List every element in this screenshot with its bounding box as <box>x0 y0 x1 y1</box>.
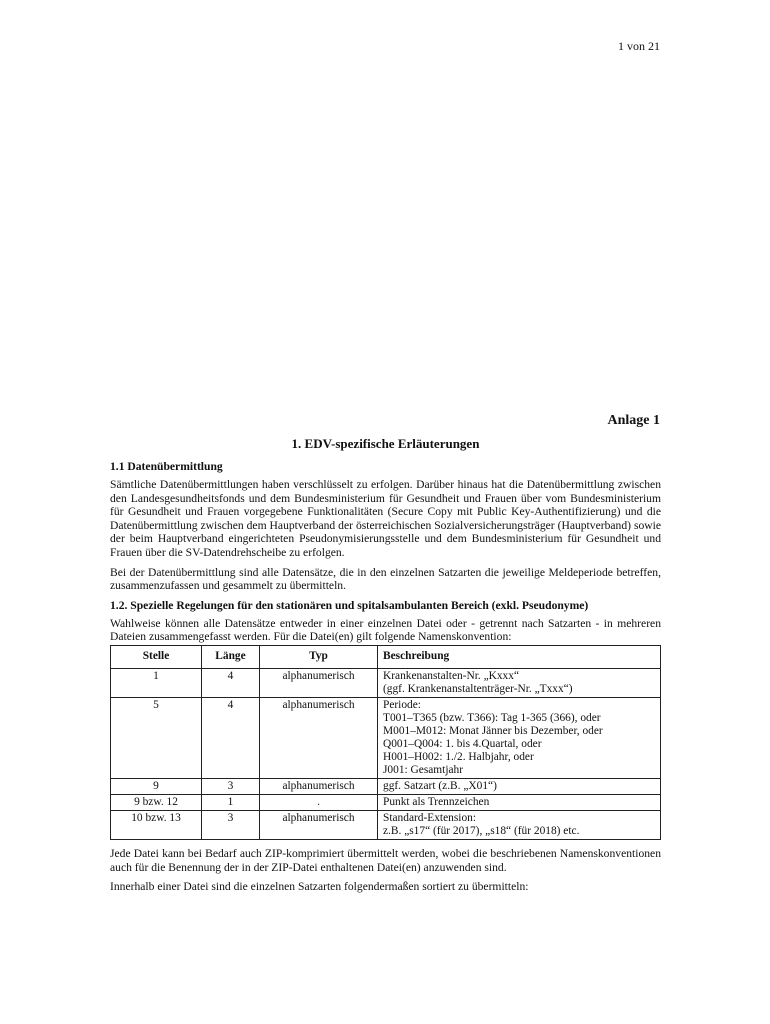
column-header-beschreibung: Beschreibung <box>378 645 661 668</box>
section-1-2-paragraph-1: Wahlweise können alle Datensätze entweder in einer einzelnen Datei oder - getrennt nach Satzarten - in mehreren Dateien zusammengefasst werden. Für die Datei(en) gilt folgende Namenskonvention: <box>110 616 661 644</box>
section-1-2-paragraph-3: Innerhalb einer Datei sind die einzelnen Satzarten folgendermaßen sortiert zu übermitteln: <box>110 880 529 894</box>
section-heading-1-1: 1.1 Datenübermittlung <box>110 460 223 473</box>
cell-laenge: 1 <box>202 794 260 810</box>
column-header-typ: Typ <box>260 645 378 668</box>
description-line: J001: Gesamtjahr <box>383 763 464 776</box>
cell-beschreibung <box>378 697 661 778</box>
cell-typ: alphanumerisch <box>260 668 378 697</box>
cell-typ: alphanumerisch <box>260 810 378 839</box>
page-number: 1 von 21 <box>618 39 660 53</box>
description-line: Punkt als Trennzeichen <box>383 795 490 808</box>
description-line: Q001–Q004: 1. bis 4.Quartal, oder <box>383 737 542 750</box>
cell-laenge: 3 <box>202 778 260 794</box>
description-line: M001–M012: Monat Jänner bis Dezember, oder <box>383 724 603 737</box>
cell-typ: alphanumerisch <box>260 778 378 794</box>
cell-typ: alphanumerisch <box>260 697 378 778</box>
table-body <box>111 668 661 839</box>
cell-beschreibung <box>378 778 661 794</box>
table-row <box>111 794 661 810</box>
column-header-stelle: Stelle <box>111 645 202 668</box>
cell-typ: . <box>260 794 378 810</box>
section-1-2-paragraph-2: Jede Datei kann bei Bedarf auch ZIP-komprimiert übermittelt werden, wobei die beschriebenen Namenskonventionen auch für die Benennung der in der ZIP-Datei enthaltenen Datei(en) anzuwenden sind. <box>110 846 661 874</box>
table-header-row <box>111 645 661 668</box>
appendix-label: Anlage 1 <box>607 413 660 428</box>
table-row <box>111 778 661 794</box>
table-row <box>111 810 661 839</box>
cell-stelle: 10 bzw. 13 <box>111 810 202 839</box>
description-line: Krankenanstalten-Nr. „Kxxx“ <box>383 669 520 682</box>
table-row <box>111 697 661 778</box>
description-line: z.B. „s17“ (für 2017), „s18“ (für 2018) etc. <box>383 824 580 837</box>
naming-convention-table <box>110 645 661 840</box>
description-line: Standard-Extension: <box>383 811 477 824</box>
description-line: (ggf. Krankenanstaltenträger-Nr. „Txxx“) <box>383 682 573 695</box>
description-line: ggf. Satzart (z.B. „X01“) <box>383 779 497 792</box>
section-heading-1-2: 1.2. Spezielle Regelungen für den stationären und spitalsambulanten Bereich (exkl. Pseudonyme) <box>110 598 589 612</box>
cell-laenge: 4 <box>202 668 260 697</box>
cell-beschreibung <box>378 794 661 810</box>
section-1-1-paragraph-2: Bei der Datenübermittlung sind alle Datensätze, die in den einzelnen Satzarten die jeweilige Meldeperiode betreffen, zusammenzufassen und gesammelt zu übermitteln. <box>110 565 661 593</box>
table-row <box>111 668 661 697</box>
column-header-laenge: Länge <box>202 645 260 668</box>
cell-beschreibung <box>378 668 661 697</box>
document-title: 1. EDV-spezifische Erläuterungen <box>291 436 480 451</box>
document-body <box>110 436 661 894</box>
description-line: T001–T365 (bzw. T366): Tag 1-365 (366), oder <box>383 711 601 724</box>
cell-stelle: 9 bzw. 12 <box>111 794 202 810</box>
cell-beschreibung <box>378 810 661 839</box>
description-line: H001–H002: 1./2. Halbjahr, oder <box>383 750 534 763</box>
cell-laenge: 4 <box>202 697 260 778</box>
cell-stelle: 1 <box>111 668 202 697</box>
cell-stelle: 5 <box>111 697 202 778</box>
description-line: Periode: <box>383 698 421 711</box>
section-1-1-paragraph-1: Sämtliche Datenübermittlungen haben verschlüsselt zu erfolgen. Darüber hinaus hat die Datenübermittlung zwischen den Landesgesundheitsfonds und dem Bundesministerium für Gesundheit und Frauen über vom Bundesministerium für Gesundheit und Frauen vorgegebene Funktionalitäten (Secure Copy mit Public Key-Authentifizierung) und die Datenübermittlung zwischen dem Hauptverband der österreichischen Sozialversicherungsträger (Hauptverband) sowie der beim Hauptverband eingerichteten Pseudonymisierungsstelle und dem Bundesministerium für Gesundheit und Frauen über die SV-Datendrehscheibe zu erfolgen. <box>110 478 661 559</box>
cell-laenge: 3 <box>202 810 260 839</box>
cell-stelle: 9 <box>111 778 202 794</box>
